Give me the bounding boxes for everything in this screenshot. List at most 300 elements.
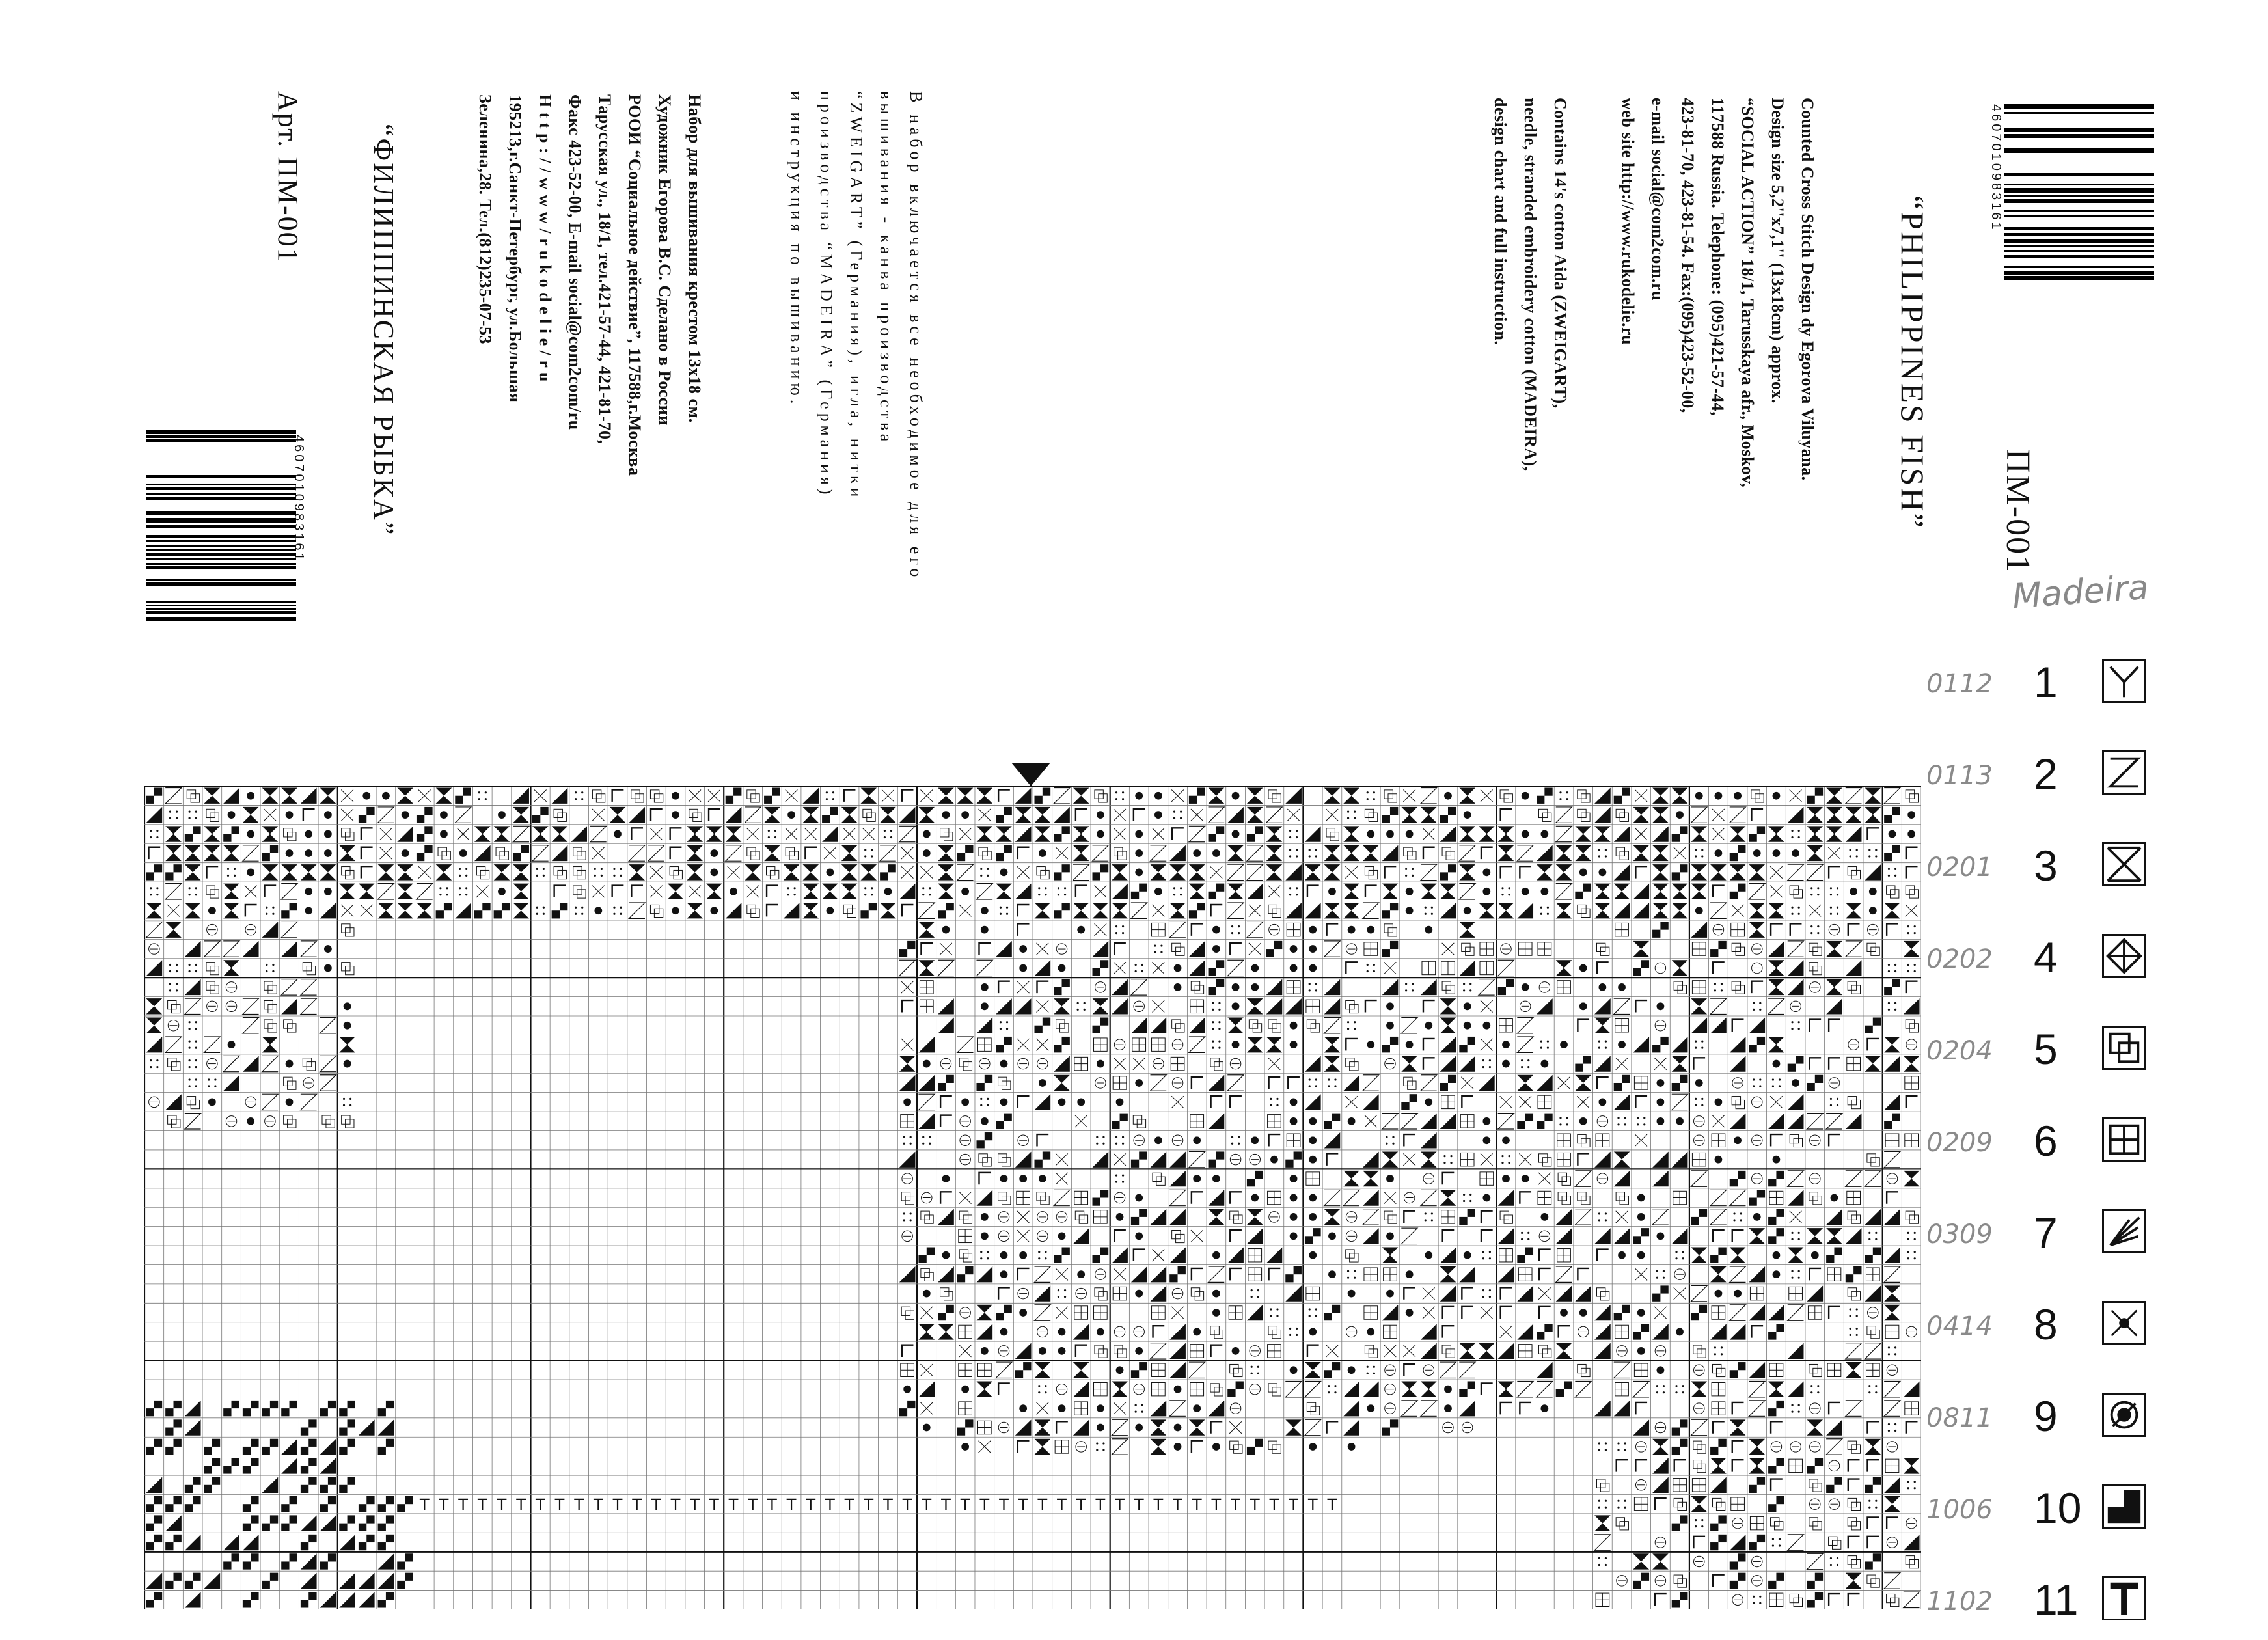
stitch-dot xyxy=(1482,888,1490,895)
stitch-dot xyxy=(344,1022,351,1030)
stitch-dot xyxy=(1773,1156,1781,1164)
stitch-dot xyxy=(1773,1060,1781,1068)
stitch-dot xyxy=(459,849,467,857)
stitch-dot xyxy=(614,830,622,838)
stitch-dot xyxy=(1637,1194,1645,1202)
en-contents-line: design chart and full instruction. xyxy=(1491,98,1510,346)
legend-color-code: 0113 xyxy=(1926,761,1993,791)
barcode-bar xyxy=(146,430,296,434)
stitch-dot xyxy=(1618,983,1626,991)
barcode-bar xyxy=(2004,239,2154,243)
stitch-dot xyxy=(1464,1002,1471,1010)
stitch-dot xyxy=(1579,1309,1587,1317)
stitch-dot xyxy=(923,849,931,857)
legend-number: 3 xyxy=(2034,841,2058,890)
stitch-dot xyxy=(1540,1404,1548,1412)
legend-item xyxy=(1926,1293,2226,1365)
legend-heading: Madeira xyxy=(2011,567,2150,617)
barcode-bar xyxy=(146,558,296,560)
stitch-dot xyxy=(247,869,254,877)
stitch-dot xyxy=(1290,1175,1298,1182)
stitch-dot xyxy=(1000,1328,1008,1336)
barcode-bar xyxy=(2004,188,2154,193)
stitch-dot xyxy=(730,888,737,895)
stitch-dot xyxy=(1019,1175,1027,1182)
stitch-dot xyxy=(1135,1079,1143,1087)
stitch-dot xyxy=(305,907,312,914)
ru-desc-line: РООИ “Социальное действие”, 117588,г.Москва xyxy=(625,94,644,476)
overlap-squares-icon xyxy=(2102,1026,2146,1070)
barcode-bar xyxy=(146,582,296,586)
center-marker-icon xyxy=(1011,763,1050,786)
stitch-dot xyxy=(1290,945,1298,953)
barcode-bar xyxy=(2004,134,2154,138)
grid-box-icon xyxy=(2102,1117,2146,1162)
stitch-dot xyxy=(228,811,236,819)
stitch-dot xyxy=(324,811,332,819)
stitch-dot xyxy=(672,811,679,819)
stitch-dot xyxy=(1482,1136,1490,1144)
stitch-dot xyxy=(1290,1194,1298,1202)
stitch-dot xyxy=(1019,945,1027,953)
stitch-dot xyxy=(1309,1328,1317,1336)
stitch-dot xyxy=(286,849,294,857)
stitch-dot xyxy=(1135,869,1143,877)
stitch-dot xyxy=(1367,1328,1374,1336)
stitch-dot xyxy=(1154,888,1162,895)
barcode-bar xyxy=(2004,173,2154,176)
cross-stitch-chart xyxy=(144,786,1921,1609)
stitch-dot xyxy=(1019,1309,1027,1317)
legend-number: 2 xyxy=(2034,750,2058,798)
stitch-dot xyxy=(1309,1443,1317,1451)
barcode-bar xyxy=(2004,250,2154,252)
stitch-dot xyxy=(1000,869,1008,877)
stitch-dot xyxy=(1637,1309,1645,1317)
stitch-dot xyxy=(1831,1194,1838,1202)
barcode-bar xyxy=(146,518,296,523)
stitch-dot xyxy=(1637,1213,1645,1221)
stitch-dot xyxy=(1386,1002,1394,1010)
stitch-dot xyxy=(710,869,718,877)
ru-desc-line: Тарусская ул., 18/1, тел.421-57-44, 421-81-70, xyxy=(595,94,614,444)
stitch-dot xyxy=(1444,1386,1452,1393)
stitch-dot xyxy=(1097,1328,1104,1336)
stitch-dot xyxy=(1251,983,1259,991)
stitch-dot xyxy=(1309,926,1317,934)
stitch-dot xyxy=(1039,849,1046,857)
stitch-dot xyxy=(1193,849,1201,857)
ru-contents-line: “ZWEIGART” (Германия), игла, нитки xyxy=(847,91,866,501)
ru-contents-line: вышивания - канва производства xyxy=(877,91,895,446)
stitch-dot xyxy=(382,792,390,800)
stitch-dot xyxy=(1019,964,1027,972)
stitch-dot xyxy=(981,1002,989,1010)
stitch-dot xyxy=(1135,1290,1143,1298)
barcode-bar xyxy=(146,439,296,442)
stitch-dot xyxy=(1135,1347,1143,1355)
en-desc-line: 423-81-70, 423-81-54. Fax:(095)423-52-00, xyxy=(1678,98,1697,413)
barcode-bar xyxy=(146,601,296,603)
stitch-dot xyxy=(1676,1117,1684,1125)
stitch-dot xyxy=(1869,888,1877,895)
stitch-dot xyxy=(1039,1347,1046,1355)
stitch-dot xyxy=(1039,1079,1046,1087)
stitch-dot xyxy=(1212,849,1220,857)
stitch-dot xyxy=(247,830,254,838)
barcode-bar xyxy=(146,540,296,542)
stitch-dot xyxy=(672,907,679,914)
stitch-dot xyxy=(247,792,254,800)
stitch-dot xyxy=(286,1060,294,1068)
stitch-dot xyxy=(1367,1041,1374,1048)
barcode-bar xyxy=(146,553,296,556)
stitch-dot xyxy=(1058,1099,1066,1106)
russian-description xyxy=(470,94,709,476)
stitch-dot xyxy=(286,811,294,819)
barcode-bar xyxy=(2004,199,2154,203)
barcode-bar xyxy=(2004,233,2154,236)
stitch-dot xyxy=(1522,792,1529,800)
barcode-bar xyxy=(146,549,296,551)
stitch-dot xyxy=(1193,1175,1201,1182)
stitch-dot xyxy=(981,1347,989,1355)
legend-item xyxy=(1926,1477,2226,1548)
stitch-dot xyxy=(1367,1404,1374,1412)
stitch-dot xyxy=(1019,1251,1027,1259)
barcode-bar xyxy=(146,525,296,528)
english-description xyxy=(1613,98,1822,487)
ru-contents-line: и инструкция по вышиванию. xyxy=(787,91,806,408)
stitch-dot xyxy=(1618,1251,1626,1259)
y-icon xyxy=(2102,659,2146,703)
stitch-dot xyxy=(1482,1194,1490,1202)
stitch-dot xyxy=(1715,849,1723,857)
stitch-dot xyxy=(1135,830,1143,838)
stitch-dot xyxy=(1464,1251,1471,1259)
stitch-dot xyxy=(961,888,969,895)
en-contents-line: Contains 14's cotton Aida (ZWEIGART), xyxy=(1551,98,1570,409)
stitch-dot xyxy=(1386,830,1394,838)
barcode-bar xyxy=(2004,184,2154,185)
stitch-dot xyxy=(1290,964,1298,972)
stitch-dot xyxy=(1135,1232,1143,1240)
legend-item xyxy=(1926,1018,2226,1089)
stitch-dot xyxy=(1406,1309,1414,1317)
stitch-dot xyxy=(1637,1347,1645,1355)
stitch-dot xyxy=(1715,1156,1723,1164)
stitch-dot xyxy=(1540,1213,1548,1221)
stitch-dot xyxy=(1406,907,1414,914)
stitch-dot xyxy=(1097,1060,1104,1068)
stitch-dot xyxy=(1232,1041,1240,1048)
stitch-dot xyxy=(1077,1099,1085,1106)
russian-title: “ФИЛИППИНСКАЯ РЫБКА” xyxy=(368,124,400,537)
legend-number: 4 xyxy=(2034,933,2058,981)
stitch-dot xyxy=(402,849,409,857)
article-code: Арт. ПМ-001 xyxy=(272,91,304,264)
barcode-bar xyxy=(2004,271,2154,275)
stitch-dot xyxy=(1232,1347,1240,1355)
stitch-dot xyxy=(324,888,332,895)
barcode-bar xyxy=(146,605,296,606)
stitch-dot xyxy=(1097,830,1104,838)
stitch-dot xyxy=(402,811,409,819)
stitch-dot xyxy=(942,811,950,819)
stitch-dot xyxy=(1174,1424,1182,1432)
stitch-dot xyxy=(1154,1136,1162,1144)
stitch-dot xyxy=(1540,888,1548,895)
stitch-dot xyxy=(1232,983,1240,991)
stitch-dot xyxy=(710,907,718,914)
legend-number: 7 xyxy=(2034,1209,2058,1257)
barcode-bar xyxy=(146,563,296,565)
stitch-dot xyxy=(208,907,216,914)
stitch-dot xyxy=(1135,1194,1143,1202)
stitch-dot xyxy=(362,792,370,800)
en-contents-line: needle, stranded embroidery cotton (MADEIRA), xyxy=(1521,98,1540,471)
stitch-dot xyxy=(1386,1022,1394,1030)
stitch-dot xyxy=(672,792,679,800)
diamond-cross-icon xyxy=(2102,934,2146,978)
stitch-dot xyxy=(1309,1117,1317,1125)
stitch-dot xyxy=(1058,964,1066,972)
stitch-dot xyxy=(1889,830,1896,838)
stitch-dot xyxy=(961,811,969,819)
stitch-dot xyxy=(1000,1270,1008,1278)
hourglass-box-icon xyxy=(2102,842,2146,886)
stitch-dot xyxy=(1522,983,1529,991)
legend-color-code: 0201 xyxy=(1926,853,1993,882)
stitch-dot xyxy=(1077,926,1085,934)
stitch-dot xyxy=(1367,830,1374,838)
barcode-bar xyxy=(146,535,296,538)
legend-number: 5 xyxy=(2034,1025,2058,1073)
stitch-dot xyxy=(1348,1117,1356,1125)
en-desc-line: web site http://www.rukodelie.ru xyxy=(1619,98,1637,345)
stitch-dot xyxy=(1019,1404,1027,1412)
stitch-dot xyxy=(1907,811,1915,819)
stitch-dot xyxy=(1135,792,1143,800)
stitch-dot xyxy=(1406,1270,1414,1278)
stitch-dot xyxy=(1212,1443,1220,1451)
legend-item xyxy=(1926,1568,2226,1640)
legend-item xyxy=(1926,926,2226,998)
legend-number: 6 xyxy=(2034,1117,2058,1165)
legend-color-code: 0811 xyxy=(1926,1403,1993,1433)
stitch-dot xyxy=(1309,1156,1317,1164)
barcode-bar xyxy=(2004,104,2154,109)
stitch-dot xyxy=(942,1175,950,1182)
stitch-dot xyxy=(1212,1175,1220,1182)
legend-item xyxy=(1926,1201,2226,1273)
barcode-bar xyxy=(2004,128,2154,132)
stitch-dot xyxy=(1328,888,1336,895)
stitch-dot xyxy=(1560,1309,1568,1317)
barcode-digits-russian: 4607010983161 xyxy=(292,435,306,563)
stitch-dot xyxy=(1290,1366,1298,1374)
stitch-dot xyxy=(344,1002,351,1010)
legend-color-code: 0204 xyxy=(1926,1036,1993,1066)
barcode-bar xyxy=(146,617,296,621)
stitch-dot xyxy=(1154,811,1162,819)
stitch-dot xyxy=(787,811,795,819)
stitch-dot xyxy=(827,907,834,914)
legend-number: 8 xyxy=(2034,1300,2058,1348)
stitch-dot xyxy=(923,1424,931,1432)
stitch-dot xyxy=(923,1060,931,1068)
stitch-dot xyxy=(1251,964,1259,972)
fan-icon xyxy=(2102,1209,2146,1253)
stitch-dot xyxy=(1676,1328,1684,1336)
stitch-dot xyxy=(1502,1136,1510,1144)
stitch-dot xyxy=(1367,926,1374,934)
stitch-dot xyxy=(247,1117,254,1125)
stitch-dot xyxy=(1540,830,1548,838)
stitch-dot xyxy=(1406,888,1414,895)
legend-number: 10 xyxy=(2034,1484,2082,1532)
stitch-dot xyxy=(1232,830,1240,838)
stitch-dot xyxy=(1251,1136,1259,1144)
stitch-dot xyxy=(305,888,312,895)
en-desc-line: Counted Cross Stitch Design dy Egorova Viluyana. xyxy=(1798,98,1817,481)
stitch-dot xyxy=(1522,1175,1529,1182)
stitch-dot xyxy=(1386,1290,1394,1298)
stitch-dot xyxy=(884,888,892,895)
en-desc-line: 117588 Russia. Telephone: (095)421-57-44, xyxy=(1708,98,1727,417)
stitch-dot xyxy=(1482,1022,1490,1030)
stitch-dot xyxy=(1116,1213,1124,1221)
stitch-dot xyxy=(1116,1099,1124,1106)
legend-color-code: 1006 xyxy=(1926,1495,1993,1525)
bowtie-icon xyxy=(2102,1301,2146,1345)
checker-icon xyxy=(2102,1484,2146,1529)
stitch-dot xyxy=(1251,1194,1259,1202)
stitch-dot xyxy=(1657,1117,1665,1125)
stitch-dot xyxy=(1579,1117,1587,1125)
ru-desc-line: Набор для вышивания крестом 13x18 см. xyxy=(685,94,704,423)
stitch-dot xyxy=(1598,1099,1606,1106)
stitch-dot xyxy=(981,1117,989,1125)
stitch-dot xyxy=(498,811,506,819)
stitch-dot xyxy=(1406,1041,1414,1048)
stitch-dot xyxy=(1482,869,1490,877)
stitch-dot xyxy=(1328,1232,1336,1240)
stitch-dot xyxy=(286,1099,294,1106)
stitch-dot xyxy=(1522,888,1529,895)
stitch-dot xyxy=(1212,945,1220,953)
stitch-dot xyxy=(923,1290,931,1298)
stitch-dot xyxy=(1657,1099,1665,1106)
barcode-bar xyxy=(2004,210,2154,212)
legend-color-code: 0209 xyxy=(1926,1128,1993,1158)
barcode-bar xyxy=(2004,215,2154,217)
stitch-dot xyxy=(1058,1328,1066,1336)
stitch-dot xyxy=(1598,983,1606,991)
stitch-dot xyxy=(1174,1386,1182,1393)
stitch-dot xyxy=(1695,1079,1703,1087)
stitch-dot xyxy=(324,945,332,953)
stitch-dot xyxy=(961,1443,969,1451)
barcode-english xyxy=(2004,104,2161,299)
stitch-dot xyxy=(981,1213,989,1221)
stitch-dot xyxy=(981,907,989,914)
barcode-bar xyxy=(146,611,296,614)
stitch-dot xyxy=(942,1251,950,1259)
legend-item xyxy=(1926,651,2226,722)
stitch-dot xyxy=(1464,907,1471,914)
en-desc-line: Design size 5,2''x7,1'' (13x18cm) approx. xyxy=(1768,98,1787,403)
legend-color-code: 0414 xyxy=(1926,1311,1993,1341)
ru-desc-line: 195213,г.Санкт-Петербург, ул.Большая xyxy=(506,94,525,403)
stitch-dot xyxy=(1715,1099,1723,1106)
stitch-dot xyxy=(1077,1270,1085,1278)
legend-item xyxy=(1926,1385,2226,1456)
en-desc-line: “SOCIAL ACTION” 18/1, Tarusskaya afr., Moskov, xyxy=(1738,98,1757,488)
stitch-dot xyxy=(1348,926,1356,934)
barcode-bar xyxy=(146,545,296,547)
stitch-dot xyxy=(1406,830,1414,838)
stitch-dot xyxy=(1773,849,1781,857)
stitch-dot xyxy=(1598,869,1606,877)
stitch-dot xyxy=(1695,792,1703,800)
stitch-dot xyxy=(440,811,448,819)
stitch-dot xyxy=(208,1099,216,1106)
stitch-dot xyxy=(903,1386,911,1393)
stitch-dot xyxy=(1792,1079,1799,1087)
stitch-dot xyxy=(1715,1290,1723,1298)
barcode-bar xyxy=(146,493,296,495)
barcode-bar xyxy=(146,487,296,490)
stitch-dot xyxy=(1097,1404,1104,1412)
stitch-dot xyxy=(1193,1328,1201,1336)
stitch-dot xyxy=(1482,1117,1490,1125)
stitch-dot xyxy=(1502,1041,1510,1048)
stitch-dot xyxy=(1193,1404,1201,1412)
barcode-bar xyxy=(146,484,296,485)
legend-color-code: 1102 xyxy=(1926,1587,1993,1617)
stitch-dot xyxy=(228,1041,236,1048)
stitch-dot xyxy=(1212,926,1220,934)
stitch-dot xyxy=(344,1060,351,1068)
stitch-dot xyxy=(981,1232,989,1240)
stitch-dot xyxy=(1444,1404,1452,1412)
stitch-dot xyxy=(1174,1443,1182,1451)
ru-desc-line: Факс 423-52-00, E-mail social@com2com/ru xyxy=(566,94,584,430)
stitch-dot xyxy=(1425,1251,1432,1259)
barcode-digits-english: 4607010983161 xyxy=(1989,104,2003,232)
barcode-bar xyxy=(146,566,296,569)
barcode-bar xyxy=(146,475,296,478)
circle-slash-icon xyxy=(2102,1393,2146,1437)
stitch-dot xyxy=(1657,1079,1665,1087)
z-icon xyxy=(2102,750,2146,795)
stitch-dot xyxy=(1116,1366,1124,1374)
stitch-dot xyxy=(1425,1099,1432,1106)
stitch-dot xyxy=(1232,1002,1240,1010)
stitch-dot xyxy=(1000,1175,1008,1182)
stitch-dot xyxy=(1773,792,1781,800)
stitch-dot xyxy=(961,1386,969,1393)
stitch-dot xyxy=(1734,1290,1742,1298)
stitch-dot xyxy=(1560,1041,1568,1048)
stitch-dot xyxy=(1290,1213,1298,1221)
stitch-dot xyxy=(1097,811,1104,819)
stitch-dot xyxy=(1290,1117,1298,1125)
stitch-dot xyxy=(1657,1366,1665,1374)
barcode-bar xyxy=(2004,276,2154,280)
stitch-dot xyxy=(1869,907,1877,914)
